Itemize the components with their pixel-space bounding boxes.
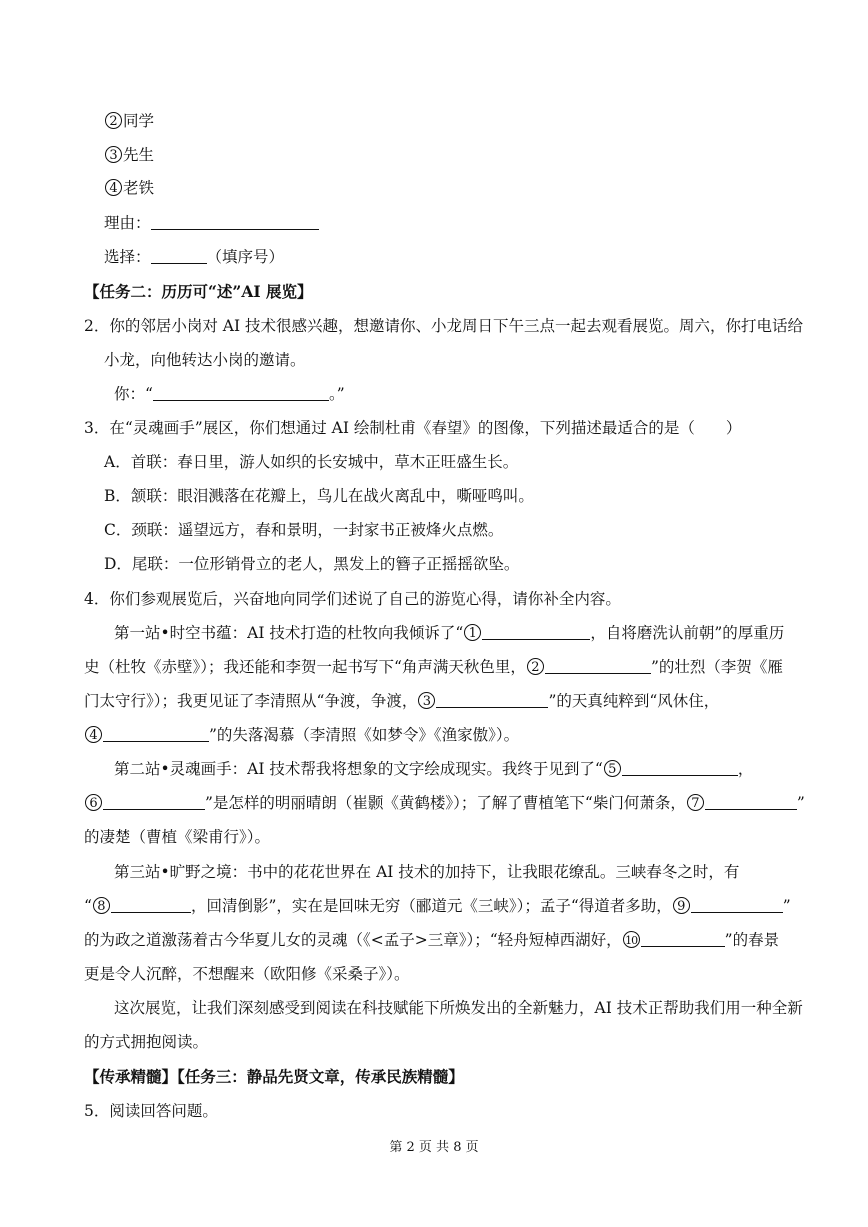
q4-para4-line1: 这次展览，让我们深刻感受到阅读在科技赋能下所焕发出的全新魅力，AI 技术正帮助我们用一种全新 — [114, 999, 803, 1017]
q4-stem: 4．你们参观展览后，兴奋地向同学们述说了自己的游览心得，请你补全内容。 — [84, 590, 621, 608]
circled-number: 5 — [604, 760, 621, 777]
text: ，自将磨洗认前朝”的厚重历 — [590, 624, 785, 642]
q2-answer-blank[interactable] — [153, 384, 329, 401]
text: ， — [737, 760, 754, 778]
circled-number: 8 — [93, 897, 110, 914]
q4-para2-line1 — [114, 758, 753, 780]
text: 第一站•时空书蕴：AI 技术打造的杜牧向我倾诉了“ — [114, 624, 464, 642]
text: ”的春景 — [724, 931, 780, 949]
q4-para3-line1: 第三站•旷野之境：书中的花花世界在 AI 技术的加持下，让我眼花缭乱。三峡春冬之时，有 — [114, 863, 740, 881]
text: 第二站•灵魂画手：AI 技术帮我将想象的文字绘成现实。我终于见到了“ — [114, 760, 603, 778]
page-footer: 第 2 页 共 8 页 — [389, 1140, 479, 1155]
option-text: 同学 — [123, 112, 155, 130]
option-text: 老铁 — [123, 179, 155, 197]
answer-suffix: 。” — [328, 385, 345, 403]
option-text: 先生 — [123, 146, 155, 164]
circled-number: 2 — [105, 112, 122, 129]
reason-blank[interactable] — [151, 213, 319, 230]
blank-10[interactable] — [641, 930, 725, 947]
q3-stem: 3．在“灵魂画手”展区，你们想通过 AI 绘制杜甫《春望》的图像，下列描述最适合的是（ ） — [84, 419, 742, 437]
q4-para2-line3: 的凄楚（曹植《梁甫行》）。 — [84, 828, 271, 846]
circled-number: 4 — [85, 726, 102, 743]
blank-6[interactable] — [103, 793, 205, 810]
text: “ — [84, 897, 92, 915]
circled-number: 7 — [687, 794, 704, 811]
choose-hint: （填序号） — [206, 248, 285, 266]
text: ”的失落渴慕（李清照《如梦令》《渔家傲》）。 — [209, 726, 520, 744]
q4-para4-line2: 的方式拥抱阅读。 — [84, 1033, 209, 1051]
text: ”是怎样的明丽晴朗（崔颢《黄鹤楼》）；了解了曹植笔下“柴门何萧条， — [205, 794, 686, 812]
q5-stem: 5．阅读回答问题。 — [84, 1102, 218, 1120]
q3-option-a: A．首联：春日里，游人如织的长安城中，草木正旺盛生长。 — [104, 453, 519, 471]
task3-title: 【传承精髓】【任务三：静品先贤文章，传承民族精髓】 — [84, 1067, 464, 1086]
answer-prefix: 你：“ — [114, 385, 153, 403]
option-4 — [104, 177, 154, 199]
option-3 — [104, 144, 154, 166]
text: 史（杜牧《赤壁》）；我还能和李贺一起书写下“角声满天秋色里， — [84, 658, 526, 676]
q4-para3-line2 — [84, 895, 791, 917]
q2-answer-line — [114, 383, 345, 405]
circled-number: 3 — [105, 146, 122, 163]
q2-line2: 小龙，向他转达小岗的邀请。 — [104, 351, 306, 369]
text: ”的天真纯粹到“风休住， — [548, 692, 720, 710]
circled-number: 9 — [673, 897, 690, 914]
circled-number: 4 — [105, 179, 122, 196]
q4-para1-line4 — [84, 724, 519, 746]
q4-para1-line3 — [84, 690, 719, 712]
blank-7[interactable] — [705, 793, 797, 810]
circled-number: 3 — [418, 692, 435, 709]
q4-para1-line2 — [84, 656, 783, 678]
choose-label: 选择： — [104, 248, 151, 266]
q4-para3-line4: 更是令人沉醉，不想醒来（欧阳修《采桑子》）。 — [84, 965, 410, 983]
choose-blank[interactable] — [151, 247, 207, 264]
circled-number: 6 — [85, 794, 102, 811]
circled-number: 2 — [527, 658, 544, 675]
task2-title: 【任务二：历历可“述”AI 展览】 — [84, 282, 313, 301]
blank-1[interactable] — [482, 623, 590, 640]
blank-9[interactable] — [691, 896, 783, 913]
blank-3[interactable] — [436, 691, 548, 708]
reason-line — [104, 212, 319, 234]
q4-para1-line1 — [114, 622, 784, 644]
circled-number: 1 — [464, 624, 481, 641]
q4-para2-line2 — [84, 792, 805, 814]
choose-line — [104, 246, 284, 268]
blank-8[interactable] — [111, 896, 191, 913]
text: 门太守行》）；我更见证了李清照从“争渡，争渡， — [84, 692, 418, 710]
reason-label: 理由： — [104, 214, 151, 232]
blank-4[interactable] — [103, 725, 209, 742]
text: ” — [796, 794, 805, 812]
blank-5[interactable] — [622, 759, 738, 776]
q4-para3-line3 — [84, 929, 779, 951]
circled-number: 10 — [623, 931, 640, 948]
text: 的为政之道激荡着古今华夏儿女的灵魂（《<孟子>三章》）；“轻舟短棹西湖好， — [84, 931, 622, 949]
text: ”的壮烈（李贺《雁 — [650, 658, 783, 676]
q2-line1: 2．你的邻居小岗对 AI 技术很感兴趣，想邀请你、小龙周日下午三点一起去观看展览。周六，你打电话给 — [84, 317, 804, 335]
q3-option-b: B．颔联：眼泪溅落在花瓣上，鸟儿在战火离乱中，嘶哑鸣叫。 — [104, 487, 534, 505]
text: ” — [782, 897, 791, 915]
blank-2[interactable] — [545, 657, 651, 674]
q3-option-d: D．尾联：一位形销骨立的老人，黑发上的簪子正摇摇欲坠。 — [104, 555, 520, 573]
q3-option-c: C．颈联：遥望远方，春和景明，一封家书正被烽火点燃。 — [104, 521, 504, 539]
option-2 — [104, 110, 154, 132]
text: ，回清倒影”，实在是回味无穷（郦道元《三峡》）；孟子“得道者多助， — [190, 897, 672, 915]
